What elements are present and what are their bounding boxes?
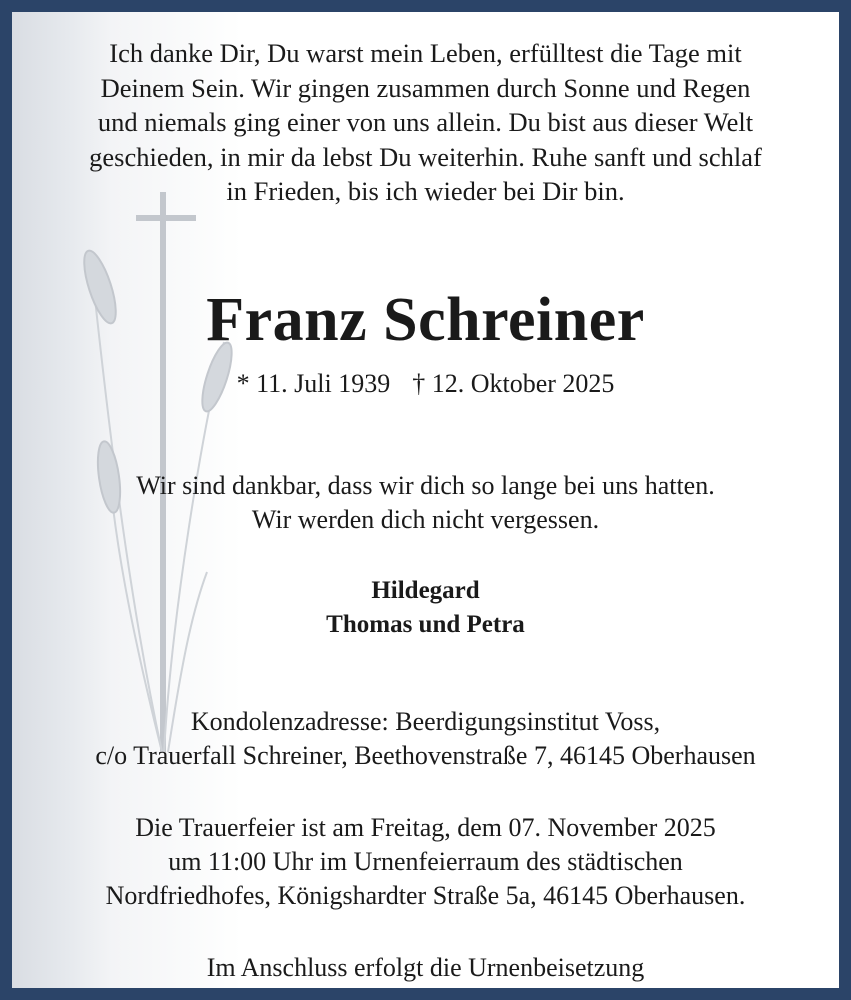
- burial-note: Im Anschluss erfolgt die Urnenbeisetzung: [206, 953, 645, 982]
- birth-date: * 11. Juli 1939: [236, 369, 391, 398]
- family-member: Hildegard: [371, 577, 480, 604]
- poem-verse: [12, 36, 839, 209]
- obituary-card: [12, 12, 839, 988]
- service-line: Nordfriedhofes, Königshardter Straße 5a, 46145 Oberhausen.: [105, 881, 746, 910]
- verse-line: geschieden, in mir da lebst Du weiterhin. Ruhe sanft und schlaf: [89, 141, 762, 172]
- thanks-line: Wir sind dankbar, dass wir dich so lange bei uns hatten.: [136, 471, 715, 500]
- service-line: Die Trauerfeier ist am Freitag, dem 07. November 2025: [135, 813, 716, 842]
- deceased-name: Franz Schreiner: [206, 286, 645, 354]
- verse-line: und niemals ging einer von uns allein. Du bist aus dieser Welt: [97, 107, 754, 137]
- life-dates: [12, 367, 839, 401]
- funeral-service-info: [12, 811, 839, 913]
- condolence-line: c/o Trauerfall Schreiner, Beethovenstraße 7, 46145 Oberhausen: [95, 741, 756, 770]
- verse-line: in Frieden, bis ich wieder bei Dir bin.: [226, 176, 625, 206]
- condolence-line: Kondolenzadresse: Beerdigungsinstitut Voss,: [190, 707, 661, 736]
- thanks-line: Wir werden dich nicht vergessen.: [251, 505, 600, 534]
- family-signature: [12, 574, 839, 642]
- family-member: Thomas und Petra: [326, 611, 525, 638]
- service-line: um 11:00 Uhr im Urnenfeierraum des städtischen: [168, 847, 683, 876]
- condolence-address: [12, 705, 839, 773]
- verse-line: Ich danke Dir, Du warst mein Leben, erfülltest die Tage mit: [109, 38, 742, 68]
- death-date: † 12. Oktober 2025: [412, 369, 615, 398]
- verse-line: Deinem Sein. Wir gingen zusammen durch Sonne und Regen: [100, 72, 751, 103]
- thanks-message: [12, 469, 839, 537]
